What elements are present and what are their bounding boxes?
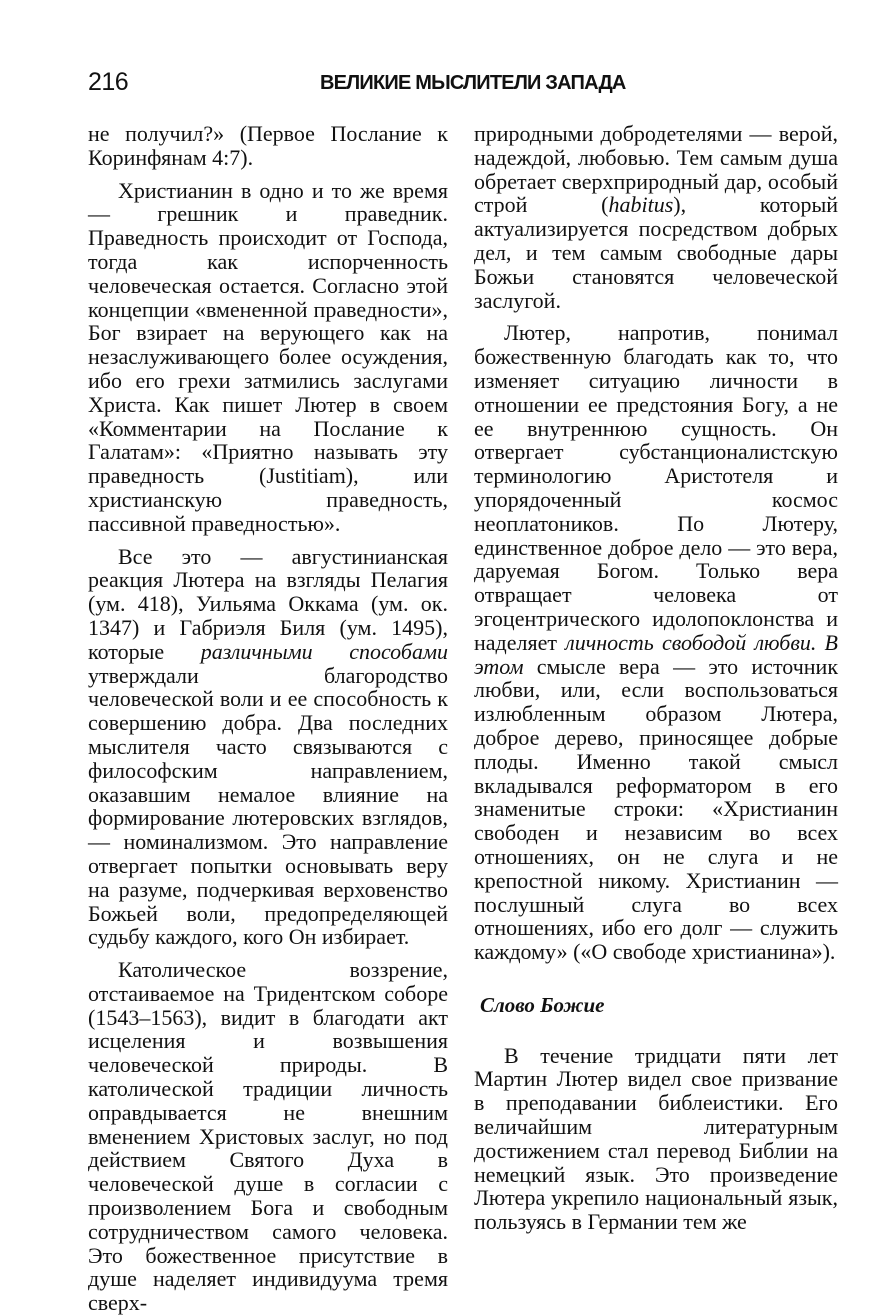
paragraph-augustinian-reaction (88, 545, 448, 950)
italic-span: различными способами (200, 638, 448, 664)
paragraph-catholic-view: Католическое воззрение, отстаиваемое на Тридентском соборе (1543–1563), видит в благодати акт исцеления и возвышения человеческой природы. В католической традиции личность оправдывается не внешним вменением Христовых заслуг, но под действием Святого Духа в человеческой душе в согласии с произволением Бога и свободным сотрудничеством самого человека. Это божественное присутствие в душе наделяет индивидуума тремя сверх- (88, 957, 448, 1315)
italic-span: личность свободой любви. В этом (474, 629, 838, 679)
paragraph-continuation: не получил?» (Первое Послание к Коринфянам 4:7). (88, 121, 448, 170)
page-number: 216 (88, 68, 129, 96)
italic-span: habitus (608, 192, 674, 218)
text-span: утверждали благородство человеческой воли и ее способность к совершению добра. Два последних мыслителя часто связываются с философским направлением, оказавшим немалое влияние на формирование лютеровских взглядов, — номинализмом. Это направление отвергает попытки основывать веру на разуме, подчеркивая верховенство Божьей воли, предопределяющей судьбу каждого, кого Он избирает. (88, 662, 448, 950)
paragraph-imputed-righteousness: Христианин в одно и то же время — грешник и праведник. Праведность происходит от Господа, тогда как испорченность человеческая остается. Согласно этой концепции «вмененной праведности», Бог взирает на верующего как на незаслуживающего более осуждения, ибо его грехи затмились заслугами Христа. Как пишет Лютер в своем «Комментарии на Послание к Галатам»: «Приятно называть эту праведность (Justitiam), или христианскую праведность, пассивной праведностью». (88, 177, 448, 536)
text-span: смысле вера — это источник любви, или, если воспользоваться излюбленным образом Лютера, доброе дерево, приносящее добрые плоды. Именно такой смысл вкладывался реформатором в его знаменитые строки: «Христианин свободен и независим во всех отношениях, он не слуга и не крепостной никому. Христианин — послушный слуга во всех отношениях, ибо его долг — служить каждому» («О свободе христианина»). (474, 653, 839, 965)
text-span: природными добродетелями — верой, надеждой, любовью. Тем самым душа обретает сверхприродный дар, особый строй ( (474, 121, 838, 218)
paragraph-bible-translation: В течение тридцати пяти лет Мартин Лютер видел свое призвание в преподавании библеистики. Его величайшим литературным достижением стал перевод Библии на немецкий язык. Это произведение Лютера укрепило национальный язык, пользуясь в Германии тем же (474, 1042, 838, 1235)
right-column (474, 122, 838, 1234)
section-heading: Слово Божие (480, 992, 605, 1017)
page-header (86, 68, 838, 104)
left-column (88, 122, 448, 1315)
running-title: ВЕЛИКИЕ МЫСЛИТЕЛИ ЗАПАДА (320, 72, 626, 94)
text-span: Все это — августинианская реакция Лютера на взгляды Пелагия (ум. 418), Уильяма Оккама (ум. ок. 1347) и Габриэля Биля (ум. 1495), которые (88, 543, 448, 664)
paragraph-virtues (474, 122, 838, 312)
text-span: ), который актуализируется посредством добрых дел, и тем самым свободные дары Божьи становятся человеческой заслугой. (474, 192, 838, 313)
paragraph-luther-grace (474, 321, 838, 964)
text-span: Лютер, напротив, понимал божественную благодать как то, что изменяет ситуацию личности в отношении ее предстояния Богу, а не ее внутреннюю сущность. Он отвергает субстанционалистскую терминологию Аристотеля и упорядоченный космос неоплатоников. По Лютеру, единственное доброе дело — это вера, даруемая Богом. Только вера отвращает человека от эгоцентрического идолопоклонства и наделяет (474, 320, 838, 655)
